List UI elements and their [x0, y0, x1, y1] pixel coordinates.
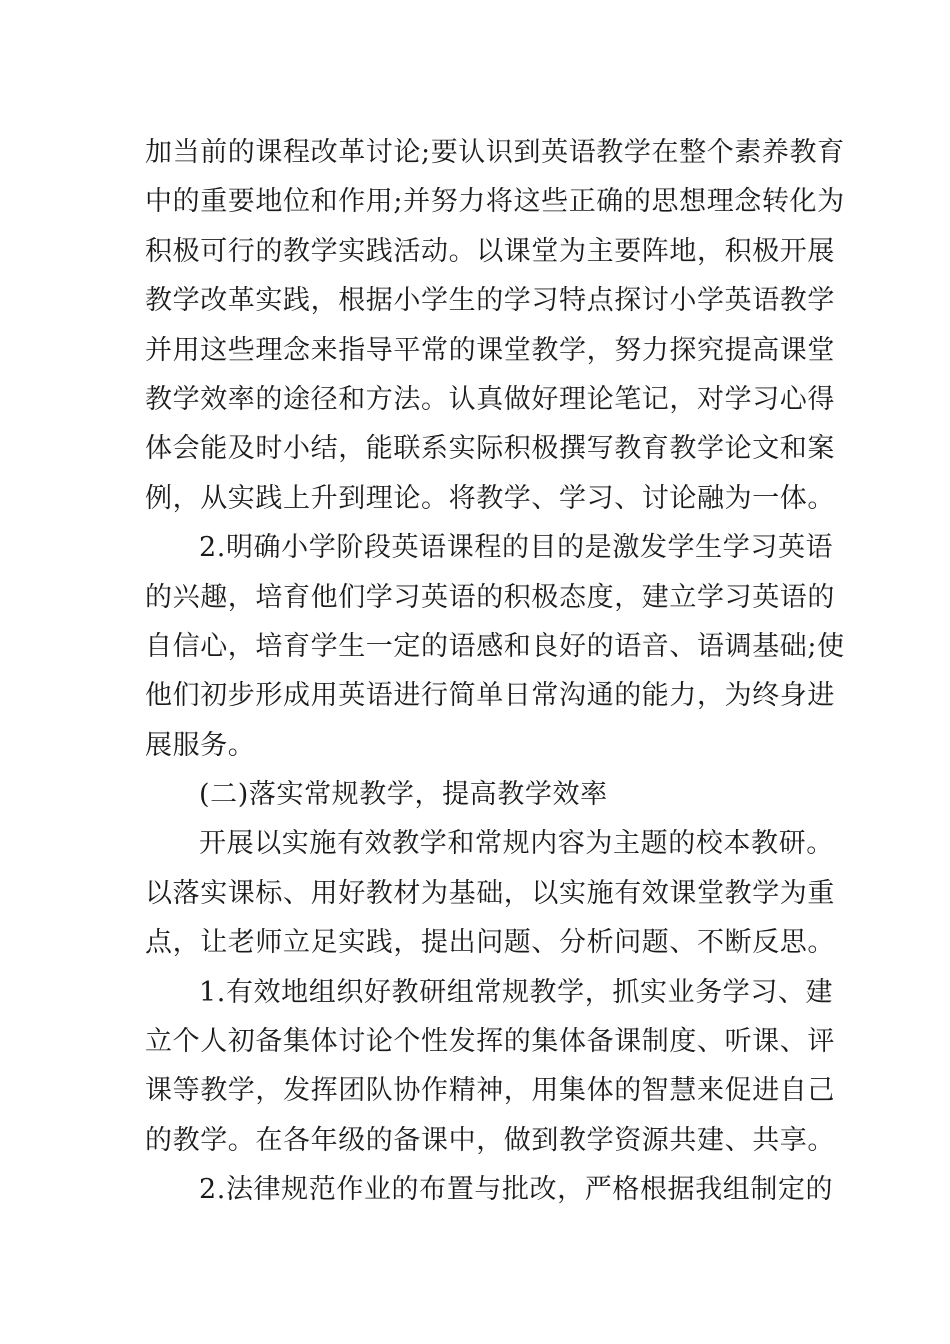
text-line: 中的重要地位和作用;并努力将这些正确的思想理念转化为	[145, 186, 845, 218]
text-line: 自信心，培育学生一定的语感和良好的语音、语调基础;使	[145, 630, 845, 662]
text-line: 课等教学，发挥团队协作精神，用集体的智慧来促进自己	[145, 1075, 835, 1107]
text-line: 展服务。	[145, 729, 256, 761]
text-line: 例，从实践上升到理论。将教学、学习、讨论融为一体。	[145, 482, 835, 514]
paragraph-start-line: 2.明确小学阶段英语课程的目的是激发学生学习英语	[199, 532, 834, 564]
paragraph-start-line: 1.有效地组织好教研组常规教学，抓实业务学习、建	[199, 976, 834, 1008]
text-line: 点，让老师立足实践，提出问题、分析问题、不断反思。	[145, 927, 835, 959]
body-text	[145, 128, 845, 1215]
text-line: 教学改革实践，根据小学生的学习特点探讨小学英语教学	[145, 285, 835, 317]
text-line: 的教学。在各年级的备课中，做到教学资源共建、共享。	[145, 1124, 835, 1156]
text-line: 加当前的课程改革讨论;要认识到英语教学在整个素养教育	[145, 137, 845, 168]
text-line: 体会能及时小结，能联系实际积极撰写教育教学论文和案	[145, 433, 835, 465]
text-line: 积极可行的教学实践活动。以课堂为主要阵地，积极开展	[145, 235, 835, 267]
text-line: 以落实课标、用好教材为基础，以实施有效课堂教学为重	[145, 877, 835, 909]
paragraph-start-line: 2.法律规范作业的布置与批改，严格根据我组制定的	[199, 1174, 834, 1206]
text-line: 立个人初备集体讨论个性发挥的集体备课制度、听课、评	[145, 1026, 835, 1058]
text-line: 他们初步形成用英语进行简单日常沟通的能力，为终身进	[145, 680, 835, 712]
text-line: 的兴趣，培育他们学习英语的积极态度，建立学习英语的	[145, 581, 835, 613]
paragraph-start-line: 开展以实施有效教学和常规内容为主题的校本教研。	[199, 828, 834, 860]
section-heading: (二)落实常规教学，提高教学效率	[199, 779, 608, 811]
text-line: 并用这些理念来指导平常的课堂教学，努力探究提高课堂	[145, 334, 835, 366]
text-line: 教学效率的途径和方法。认真做好理论笔记，对学习心得	[145, 383, 835, 415]
